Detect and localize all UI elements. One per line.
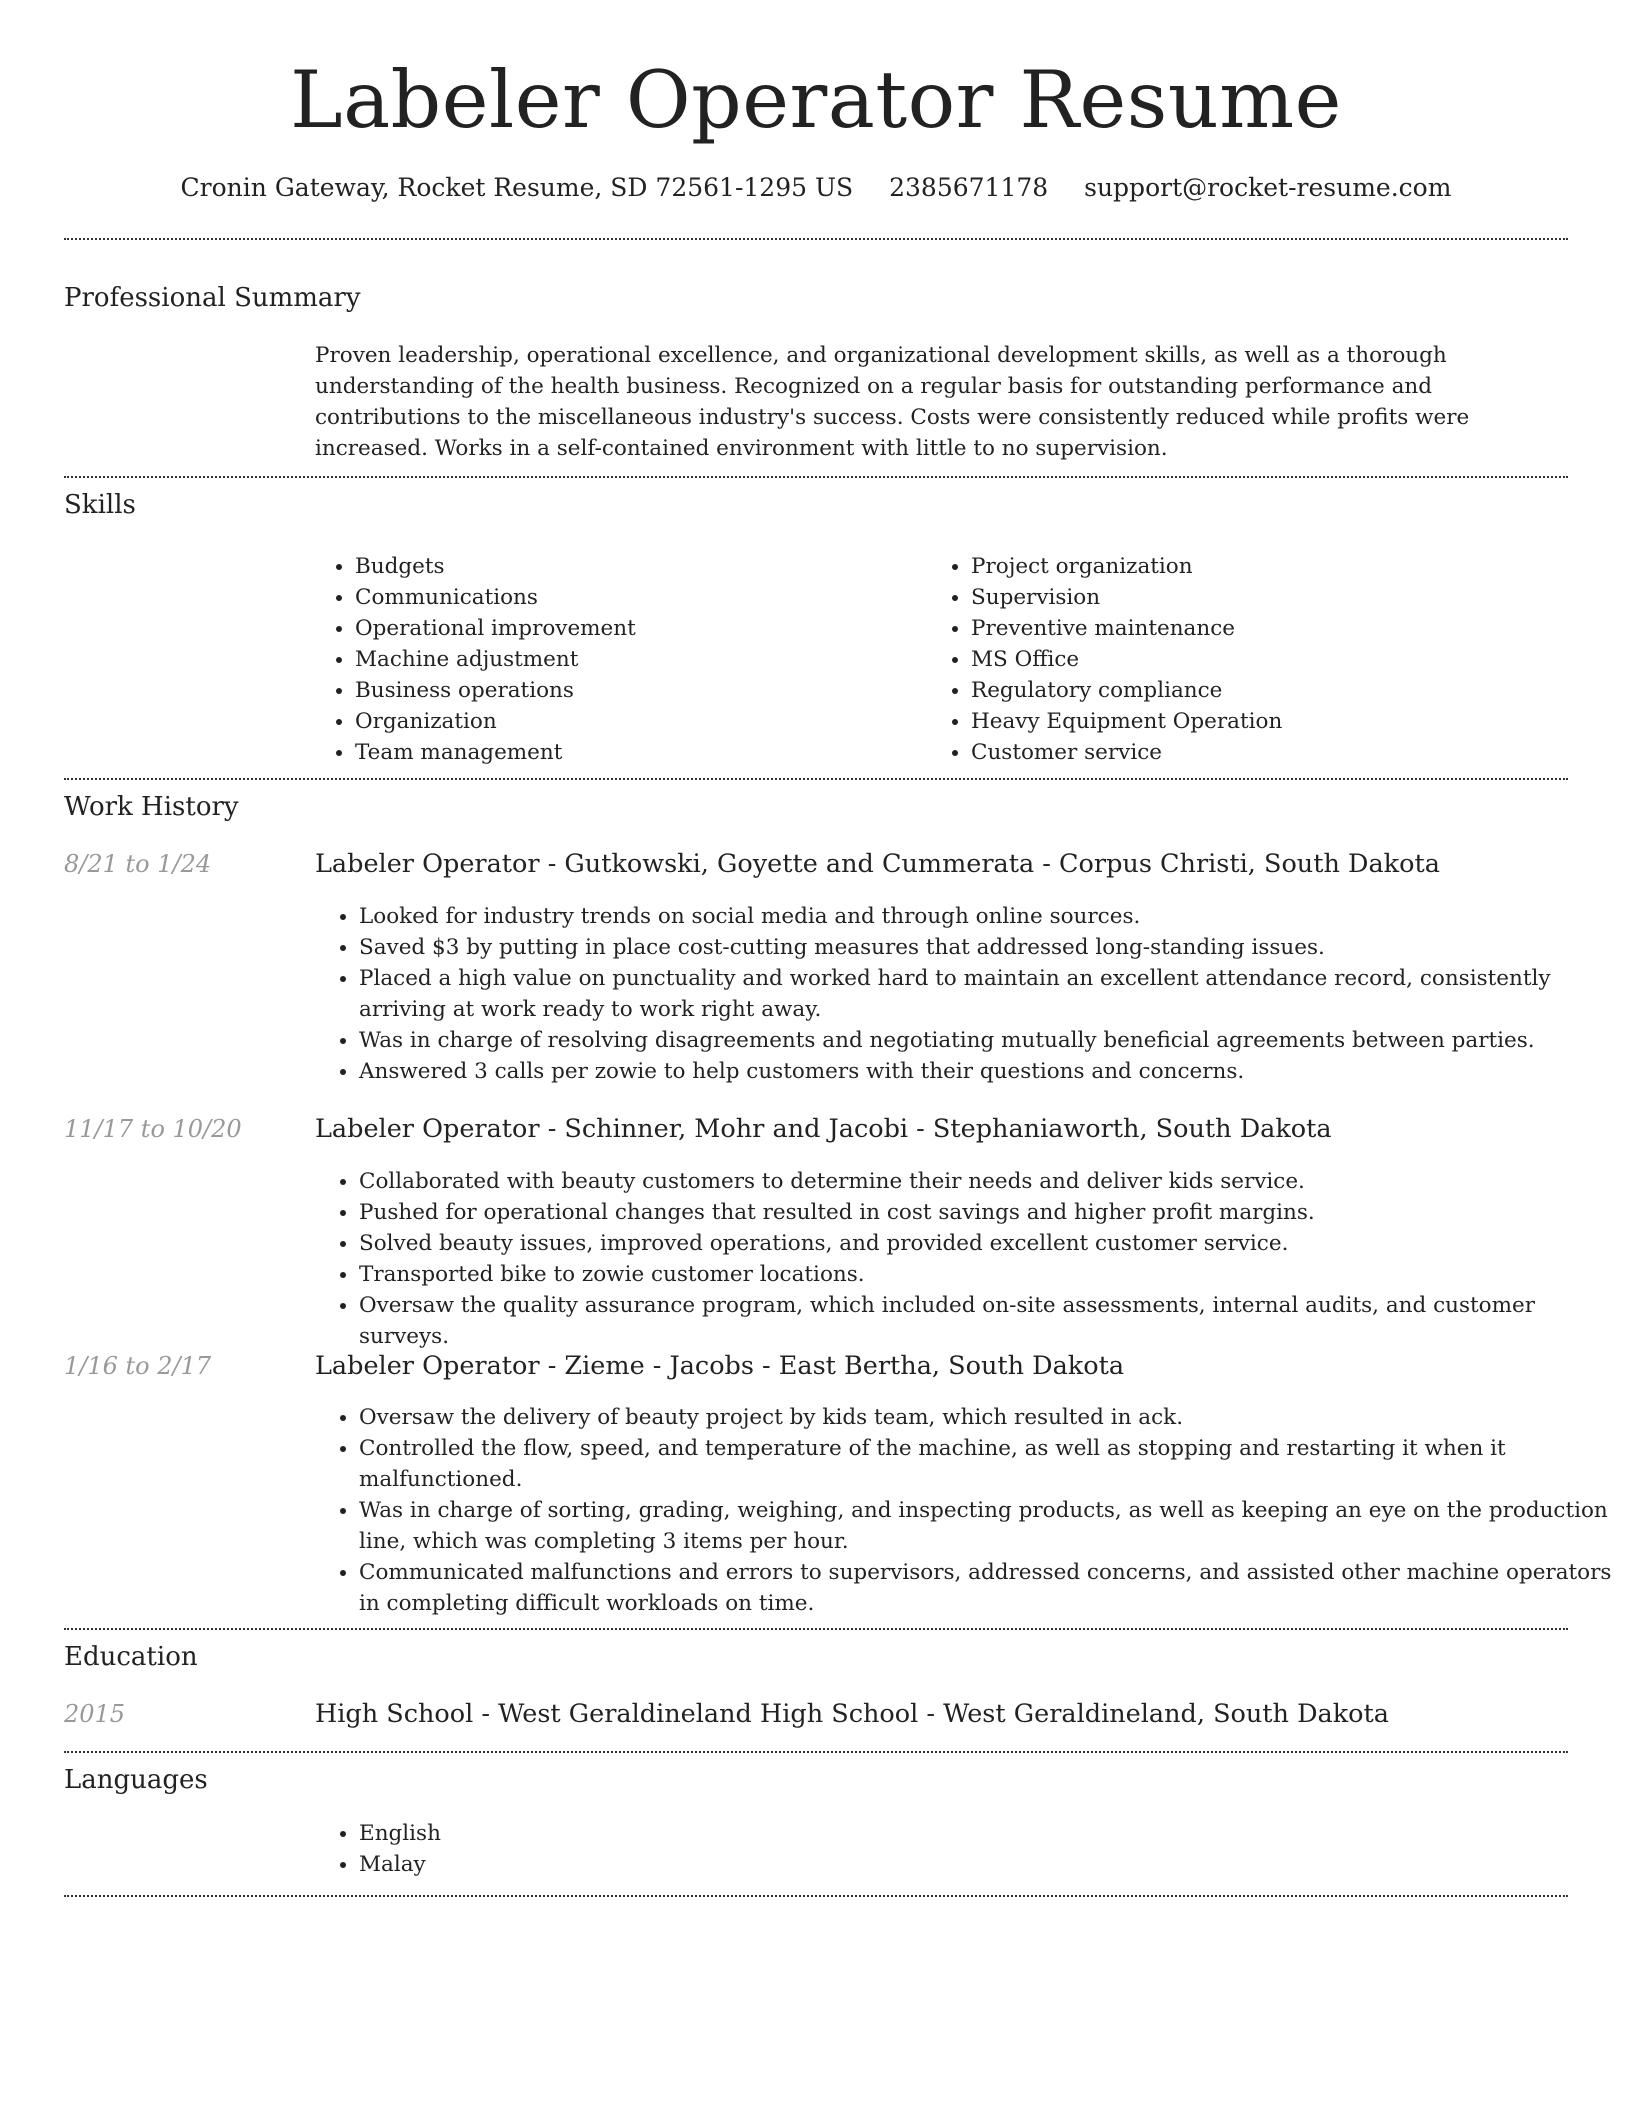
job-bullet: • Answered 3 calls per zowie to help customers with their questions and concerns.	[359, 1056, 1619, 1087]
language-item: • English	[359, 1818, 1619, 1849]
summary-text: Proven leadership, operational excellence, and organizational development skills, as well as a thorough understanding of the health business. Recognized on a regular basis for outstanding performance and contributions to the miscellaneous industry's success. Costs were consistently reduced while profits were increased. Works in a self-contained environment with little to no supervision.	[315, 343, 1470, 461]
skill-item: • MS Office	[971, 644, 1571, 675]
job-bullet: • Oversaw the delivery of beauty project by kids team, which resulted in ack.	[359, 1402, 1619, 1433]
education-heading: Education	[64, 1642, 198, 1672]
contact-phone: 2385671178	[889, 173, 1049, 202]
job-bullets	[315, 1166, 1619, 1352]
job-dates: 1/16 to 2/17	[64, 1352, 212, 1380]
job-bullet: • Collaborated with beauty customers to determine their needs and deliver kids service.	[359, 1166, 1619, 1197]
skills-list-right	[927, 551, 1571, 768]
divider	[64, 238, 1568, 240]
job-bullet: • Controlled the flow, speed, and temperature of the machine, as well as stopping and restarting it when it malfunctioned.	[359, 1433, 1619, 1495]
job-bullet: • Oversaw the quality assurance program, which included on-site assessments, internal audits, and customer surveys.	[359, 1290, 1619, 1352]
job-bullet: • Was in charge of sorting, grading, weighing, and inspecting products, as well as keeping an eye on the production line, which was completing 3 items per hour.	[359, 1495, 1619, 1557]
skill-item: • Organization	[355, 706, 915, 737]
job-heading: Labeler Operator - Zieme - Jacobs - East Bertha, South Dakota	[315, 1351, 1125, 1381]
work-history-heading: Work History	[64, 792, 239, 822]
language-item: • Malay	[359, 1849, 1619, 1880]
job-bullet: • Transported bike to zowie customer locations.	[359, 1259, 1619, 1290]
education-heading-line: High School - West Geraldineland High School - West Geraldineland, South Dakota	[315, 1699, 1389, 1729]
job-bullet: • Pushed for operational changes that resulted in cost savings and higher profit margins.	[359, 1197, 1619, 1228]
divider	[64, 1628, 1568, 1630]
divider	[64, 1895, 1568, 1897]
skill-item: • Preventive maintenance	[971, 613, 1571, 644]
job-dates: 11/17 to 10/20	[64, 1115, 242, 1143]
skill-item: • Supervision	[971, 582, 1571, 613]
job-dates: 8/21 to 1/24	[64, 850, 212, 878]
skills-list-left	[311, 551, 915, 768]
skill-item: • Regulatory compliance	[971, 675, 1571, 706]
job-bullet: • Solved beauty issues, improved operations, and provided excellent customer service.	[359, 1228, 1619, 1259]
education-year: 2015	[64, 1700, 126, 1728]
job-bullets	[315, 1402, 1619, 1619]
job-heading: Labeler Operator - Schinner, Mohr and Jacobi - Stephaniaworth, South Dakota	[315, 1114, 1332, 1144]
summary-heading: Professional Summary	[64, 283, 361, 313]
skill-item: • Budgets	[355, 551, 915, 582]
skill-item: • Operational improvement	[355, 613, 915, 644]
job-bullet: • Placed a high value on punctuality and worked hard to maintain an excellent attendance record, consistently arriving at work ready to work right away.	[359, 963, 1619, 1025]
divider	[64, 476, 1568, 478]
languages-heading: Languages	[64, 1765, 208, 1795]
job-bullet: • Looked for industry trends on social media and through online sources.	[359, 901, 1619, 932]
skill-item: • Machine adjustment	[355, 644, 915, 675]
job-bullet: • Was in charge of resolving disagreements and negotiating mutually beneficial agreements between parties.	[359, 1025, 1619, 1056]
job-bullets	[315, 901, 1619, 1087]
skills-heading: Skills	[64, 490, 136, 520]
contact-address: Cronin Gateway, Rocket Resume, SD 72561-1295 US	[180, 173, 854, 202]
skill-item: • Team management	[355, 737, 915, 768]
languages-list	[315, 1818, 1619, 1880]
divider	[64, 1751, 1568, 1753]
skill-item: • Project organization	[971, 551, 1571, 582]
skill-item: • Business operations	[355, 675, 915, 706]
job-bullet: • Saved $3 by putting in place cost-cutting measures that addressed long-standing issues.	[359, 932, 1619, 963]
resume-title: Labeler Operator Resume	[290, 54, 1342, 146]
skill-item: • Customer service	[971, 737, 1571, 768]
skill-item: • Heavy Equipment Operation	[971, 706, 1571, 737]
job-heading: Labeler Operator - Gutkowski, Goyette and Cummerata - Corpus Christi, South Dakota	[315, 849, 1440, 879]
contact-email: support@rocket-resume.com	[1084, 173, 1452, 202]
job-bullet: • Communicated malfunctions and errors to supervisors, addressed concerns, and assisted other machine operators in completing difficult workloads on time.	[359, 1557, 1619, 1619]
contact-line	[0, 168, 1632, 208]
divider	[64, 778, 1568, 780]
skill-item: • Communications	[355, 582, 915, 613]
